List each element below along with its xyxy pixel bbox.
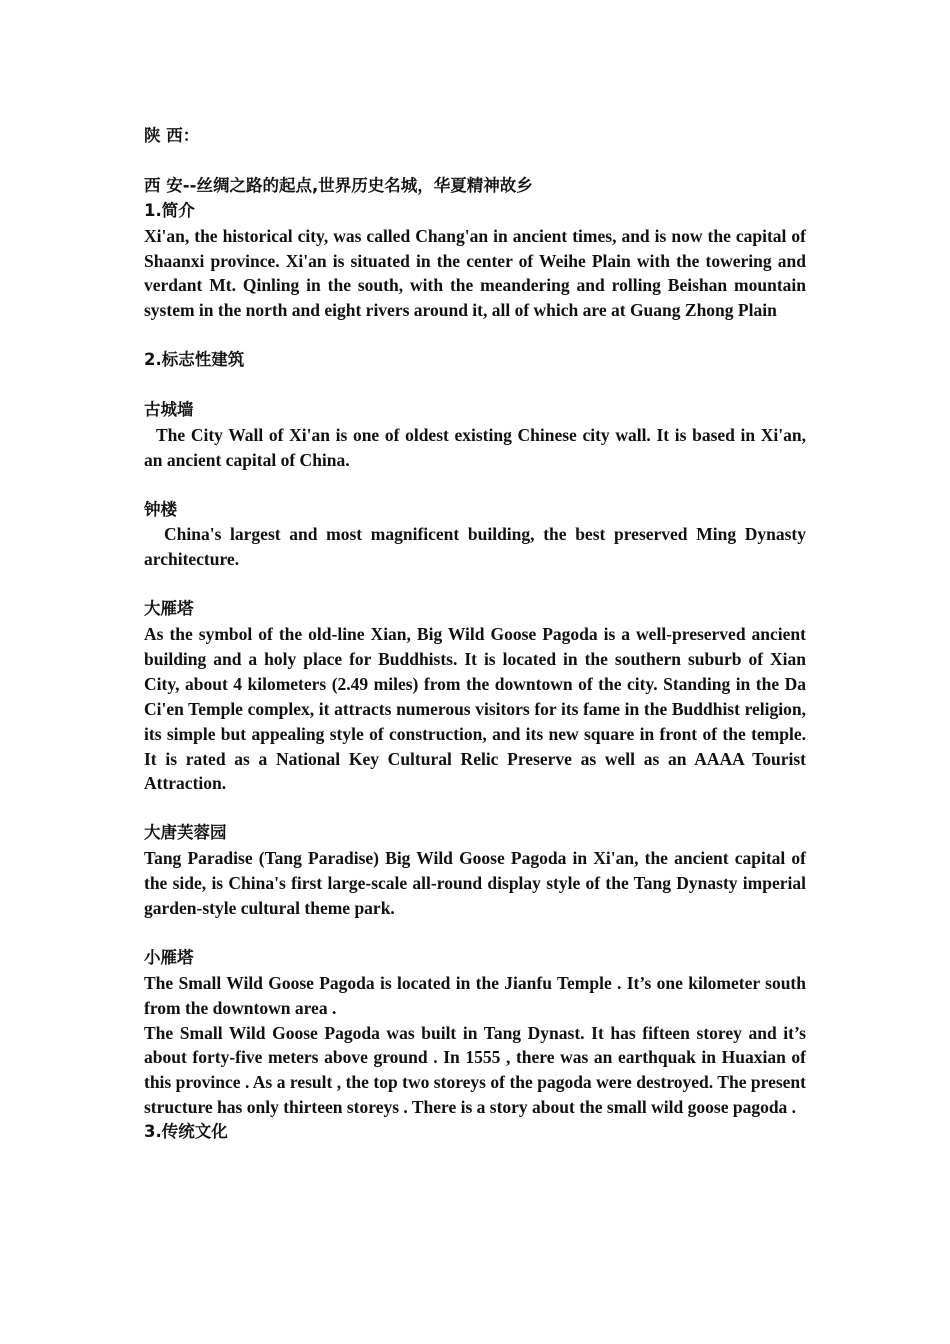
city-heading: 西 安--丝绸之路的起点,世界历史名城，华夏精神故乡: [144, 175, 533, 195]
landmark-title-bell-tower: 钟楼: [144, 499, 177, 519]
spacer: [144, 796, 806, 821]
province-heading: 陕 西：: [144, 126, 200, 145]
document-page: [144, 124, 806, 1145]
culture-heading: 3.传统文化: [144, 1122, 228, 1142]
intro-paragraph: Xi'an, the historical city, was called Chang'an in ancient times, and is now the capital of Shaanxi province. Xi'an is situated in the center of Weihe Plain with the towering and verdant Mt. Qinling in the south, with the meandering and rolling Beishan mountain system in the north and eight rivers around it, all of which are at Guang Zhong Plain: [144, 225, 806, 321]
landmark-title-small-wild-goose-pagoda: 小雁塔: [144, 947, 194, 967]
landmark-text-big-wild-goose-pagoda: As the symbol of the old-line Xian, Big Wild Goose Pagoda is a well-preserved ancient building and a holy place for Buddhists. It is located in the southern suburb of Xian City, about 4 kilometers (2.49 miles) from the downtown of the city. Standing in the Da Ci'en Temple complex, it attracts numerous visitors for its fame in the Buddhist religion, its simple but appealing style of construction, and its new square in front of the temple. It is rated as a National Key Cultural Relic Preserve as well as an AAAA Tourist Attraction.: [144, 624, 806, 794]
landmark-title-city-wall: 古城墙: [144, 399, 194, 419]
landmark-text-small-wild-goose-pagoda-2: The Small Wild Goose Pagoda was built in Tang Dynast. It has fifteen storey and it’s about forty-five meters above ground . In 1555 , there was an earthquak in Huaxian of this province . As a result , the top two storeys of the pagoda were destroyed. The present structure has only thirteen storeys . There is a story about the small wild goose pagoda .: [144, 1022, 806, 1118]
intro-heading: 1.简介: [144, 200, 195, 220]
landmarks-heading: 2.标志性建筑: [144, 350, 245, 370]
spacer: [144, 921, 806, 946]
landmark-text-city-wall: The City Wall of Xi'an is one of oldest existing Chinese city wall. It is based in Xi'an, an ancient capital of China.: [144, 424, 806, 470]
landmark-title-big-wild-goose-pagoda: 大雁塔: [144, 599, 194, 619]
spacer: [144, 572, 806, 597]
spacer: [144, 149, 806, 174]
spacer: [144, 323, 806, 348]
spacer: [144, 473, 806, 498]
landmark-text-small-wild-goose-pagoda: The Small Wild Goose Pagoda is located in the Jianfu Temple . It’s one kilometer south from the downtown area .: [144, 972, 806, 1018]
landmark-text-bell-tower: China's largest and most magnificent building, the best preserved Ming Dynasty architecture.: [144, 524, 806, 570]
landmark-text-tang-paradise: Tang Paradise (Tang Paradise) Big Wild Goose Pagoda in Xi'an, the ancient capital of the side, is China's first large-scale all-round display style of the Tang Dynasty imperial garden-style cultural theme park.: [144, 848, 806, 918]
landmark-title-tang-paradise: 大唐芙蓉园: [144, 823, 227, 843]
spacer: [144, 373, 806, 398]
